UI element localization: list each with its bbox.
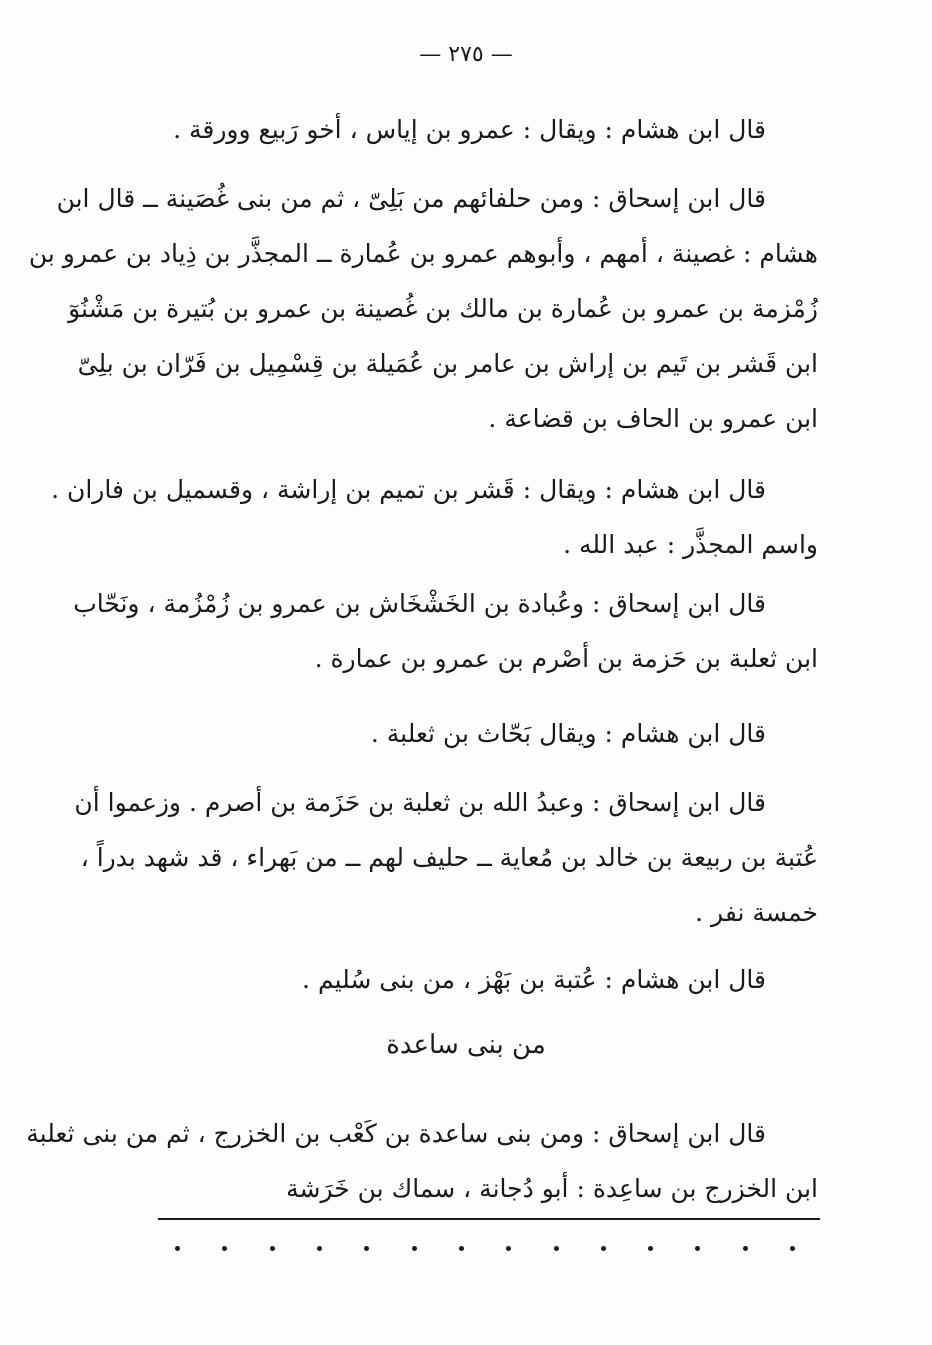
text-line: قال ابن هشام : عُتبة بن بَهْز ، من بنى سُليم .: [302, 965, 766, 994]
paragraph-2: [28, 171, 818, 446]
dot-mark: [506, 1246, 511, 1251]
text-line: ابن ثعلبة بن حَزمة بن أصْرم بن عمرو بن عمارة .: [314, 644, 818, 673]
text-line: قال ابن إسحاق : ومن بنى ساعدة بن كَعْب بن الخزرج ، ثم من بنى ثعلبة: [26, 1119, 766, 1148]
text-line: زُمْزمة بن عمرو بن عُمارة بن مالك بن غُصينة بن عمرو بن بُتيرة بن مَشْنُوٓ: [68, 294, 818, 323]
text-line: قال ابن إسحاق : وعُبادة بن الخَشْخَاش بن عمرو بن زُمْزُمة ، ونَحّاب: [73, 589, 766, 618]
dot-mark: [270, 1246, 275, 1251]
paragraph-6: [74, 775, 818, 940]
text-line: عُتبة بن ربيعة بن خالد بن مُعاية ــ حليف لهم ــ من بَهراء ، قد شهد بدراً ،: [80, 843, 818, 872]
text-line: ابن الخزرج بن ساعِدة : أبو دُجانة ، سماك بن خَرَشة: [286, 1174, 818, 1203]
dot-mark: [554, 1246, 559, 1251]
text-line: قال ابن هشام : ويقال بَحّاث بن ثعلبة .: [370, 719, 766, 748]
dot-mark: [222, 1246, 227, 1251]
text-line: قال ابن إسحاق : وعبدُ الله بن ثعلبة بن حَزَمة بن أصرم . وزعموا أن: [74, 788, 766, 817]
paragraph-3: [51, 462, 818, 572]
text-line: هشام : غصينة ، أمهم ، وأبوهم عمرو بن عُمارة ــ المجذَّر بن ذِياد بن عمرو بن: [28, 239, 818, 268]
dot-mark: [317, 1246, 322, 1251]
section-heading: من بنى ساعدة: [386, 1030, 546, 1060]
paragraph-7: [162, 952, 818, 1007]
dot-mark: [459, 1246, 464, 1251]
paragraph-8: [26, 1106, 818, 1216]
paragraph-1: [162, 102, 818, 157]
dot-mark: [601, 1246, 606, 1251]
text-line: خمسة نفر .: [695, 898, 818, 927]
paragraph-4: [73, 576, 818, 686]
text-line: قال ابن إسحاق : ومن حلفائهم من بَلِىّ ، ثم من بنى غُصَينة ــ قال ابن: [56, 184, 766, 213]
footnote-rule: [158, 1218, 820, 1220]
text-line: واسم المجذَّر : عبد الله .: [563, 530, 818, 559]
text-line: ابن قَشر بن تَيم بن إراش بن عامر بن عُمَيلة بن قِسْمِيل بن فَرّان بن بلِىّ: [77, 349, 818, 378]
page-number: — ٢٧٥ —: [419, 42, 513, 67]
text-line: ابن عمرو بن الحاف بن قضاعة .: [488, 404, 818, 433]
dot-mark: [648, 1246, 653, 1251]
paragraph-5: [162, 706, 818, 761]
dot-mark: [743, 1246, 748, 1251]
dot-mark: [364, 1246, 369, 1251]
dot-mark: [412, 1246, 417, 1251]
dot-mark: [175, 1246, 180, 1251]
dot-mark: [695, 1246, 700, 1251]
footnote-dots: [175, 1246, 795, 1251]
text-line: قال ابن هشام : ويقال : قَشر بن تميم بن إراشة ، وقسميل بن فاران .: [51, 475, 766, 504]
dot-mark: [790, 1246, 795, 1251]
text-line: قال ابن هشام : ويقال : عمرو بن إياس ، أخو رَبيع وورقة .: [173, 115, 766, 144]
